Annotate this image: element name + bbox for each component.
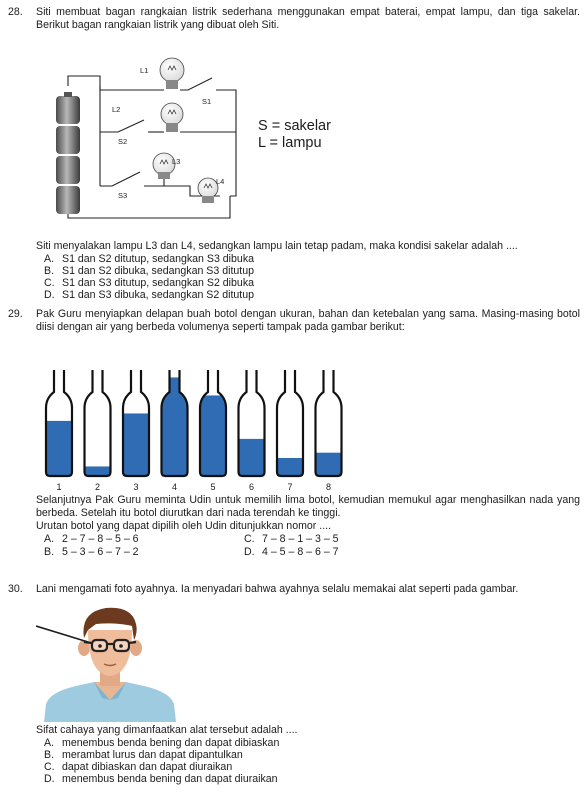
question-28-body [8,240,580,301]
battery-stack [56,92,80,214]
option-d[interactable]: D. S1 dan S3 dibuka, sedangkan S2 ditutup [44,288,255,301]
question-text: Siti membuat bagan rangkaian listrik sederhana menggunakan empat baterai, empat lampu, dan tiga sakelar. Berikut bagan rangkaian listrik yang dibuat oleh Siti. [36,6,580,31]
question-29 [8,308,580,334]
bottle [121,370,151,492]
options-list [44,737,580,785]
bottle [44,370,74,492]
bottles-figure [40,366,350,496]
bottle-label: 5 [210,482,216,492]
question-prompt: Siti menyalakan lampu L3 dan L4, sedangkan lampu lain tetap padam, maka kondisi sakelar adalah .... [36,240,518,252]
switch-label: S1 [202,97,212,106]
option-b[interactable]: B. S1 dan S2 dibuka, sedangkan S3 ditutup [44,264,255,277]
bottle-water [198,395,228,478]
bottle [314,370,344,492]
option-c[interactable]: C. S1 dan S3 ditutup, sedangkan S2 dibuka [44,276,255,289]
switch-label: S2 [118,137,128,146]
question-30-body [8,724,580,785]
bottle-label: 7 [287,482,293,492]
lamp-label: L1 [140,66,149,75]
question-30 [8,583,580,596]
option-d[interactable]: D. menembus benda bening dan dapat diuraikan [44,772,278,785]
question-29-body [8,494,580,559]
options-list [44,253,580,301]
lamp-label: L2 [112,105,121,114]
question-28 [8,6,580,32]
bottle-label: 3 [133,482,139,492]
question-text: Pak Guru menyiapkan delapan buah botol dengan ukuran, bahan dan ketebalan yang sama. Masing-masing botol diisi dengan air yang berbeda volumenya seperti tampak pada gambar berikut: [36,308,580,333]
option-a[interactable]: A. menembus benda bening dan dapat dibiaskan [44,736,280,749]
bottle-label: 2 [94,482,101,492]
question-text: Lani mengamati foto ayahnya. Ia menyadari bahwa ayahnya selalu memakai alat seperti pada gambar. [36,583,519,595]
option-c[interactable]: C. dapat dibiaskan dan dapat diuraikan [44,760,233,773]
circuit-diagram [40,46,250,232]
bottle-label: 8 [325,482,332,492]
question-prompt: Sifat cahaya yang dimanfaatkan alat tersebut adalah .... [36,724,298,736]
bottle-water [237,439,267,478]
legend-switch: S = sakelar [258,118,331,134]
option-a[interactable]: A. 2 – 7 – 8 – 5 – 6 [44,532,139,545]
option-b[interactable]: B. merambat lurus dan dapat dipantulkan [44,748,243,761]
bottle-label: 1 [56,482,62,492]
question-number: 29. [8,308,23,320]
options-list [44,533,580,559]
question-prompt-2: Urutan botol yang dapat dipilih oleh Udin ditunjukkan nomor .... [36,519,332,532]
bottle-outline [85,370,111,476]
bottle-water [121,413,151,478]
question-number: 30. [8,583,23,595]
bottle [237,370,267,492]
bulb-L4 [198,178,218,203]
bottle-label: 4 [171,482,178,492]
question-number: 28. [8,6,23,18]
bottle [198,370,228,492]
bottle-water [160,377,190,478]
bottle-water [44,421,74,478]
bottle-water [314,453,344,478]
legend-lamp: L = lampu [258,135,322,151]
bottle [275,370,305,492]
bottle [83,370,113,492]
bottle-label: 6 [248,482,255,492]
option-d[interactable]: D. 4 – 5 – 8 – 6 – 7 [244,545,339,558]
option-a[interactable]: A. S1 dan S2 ditutup, sedangkan S3 dibuka [44,252,255,265]
lamp-label: L4 [216,177,225,186]
bulb-L1 [160,58,184,89]
bulb-L2 [161,103,183,132]
lamp-label: L3 [172,157,181,166]
man-with-glasses-illustration [36,604,186,722]
option-c[interactable]: C. 7 – 8 – 1 – 3 – 5 [244,532,339,545]
bottle [160,370,190,492]
switch-label: S3 [118,191,128,200]
question-prompt: Selanjutnya Pak Guru meminta Udin untuk memilih lima botol, kemudian memukul agar menghasilkan nada yang berbeda. Setelah itu botol diurutkan dari nada terendah ke tinggi. [36,494,580,519]
option-b[interactable]: B. 5 – 3 – 6 – 7 – 2 [44,545,139,558]
